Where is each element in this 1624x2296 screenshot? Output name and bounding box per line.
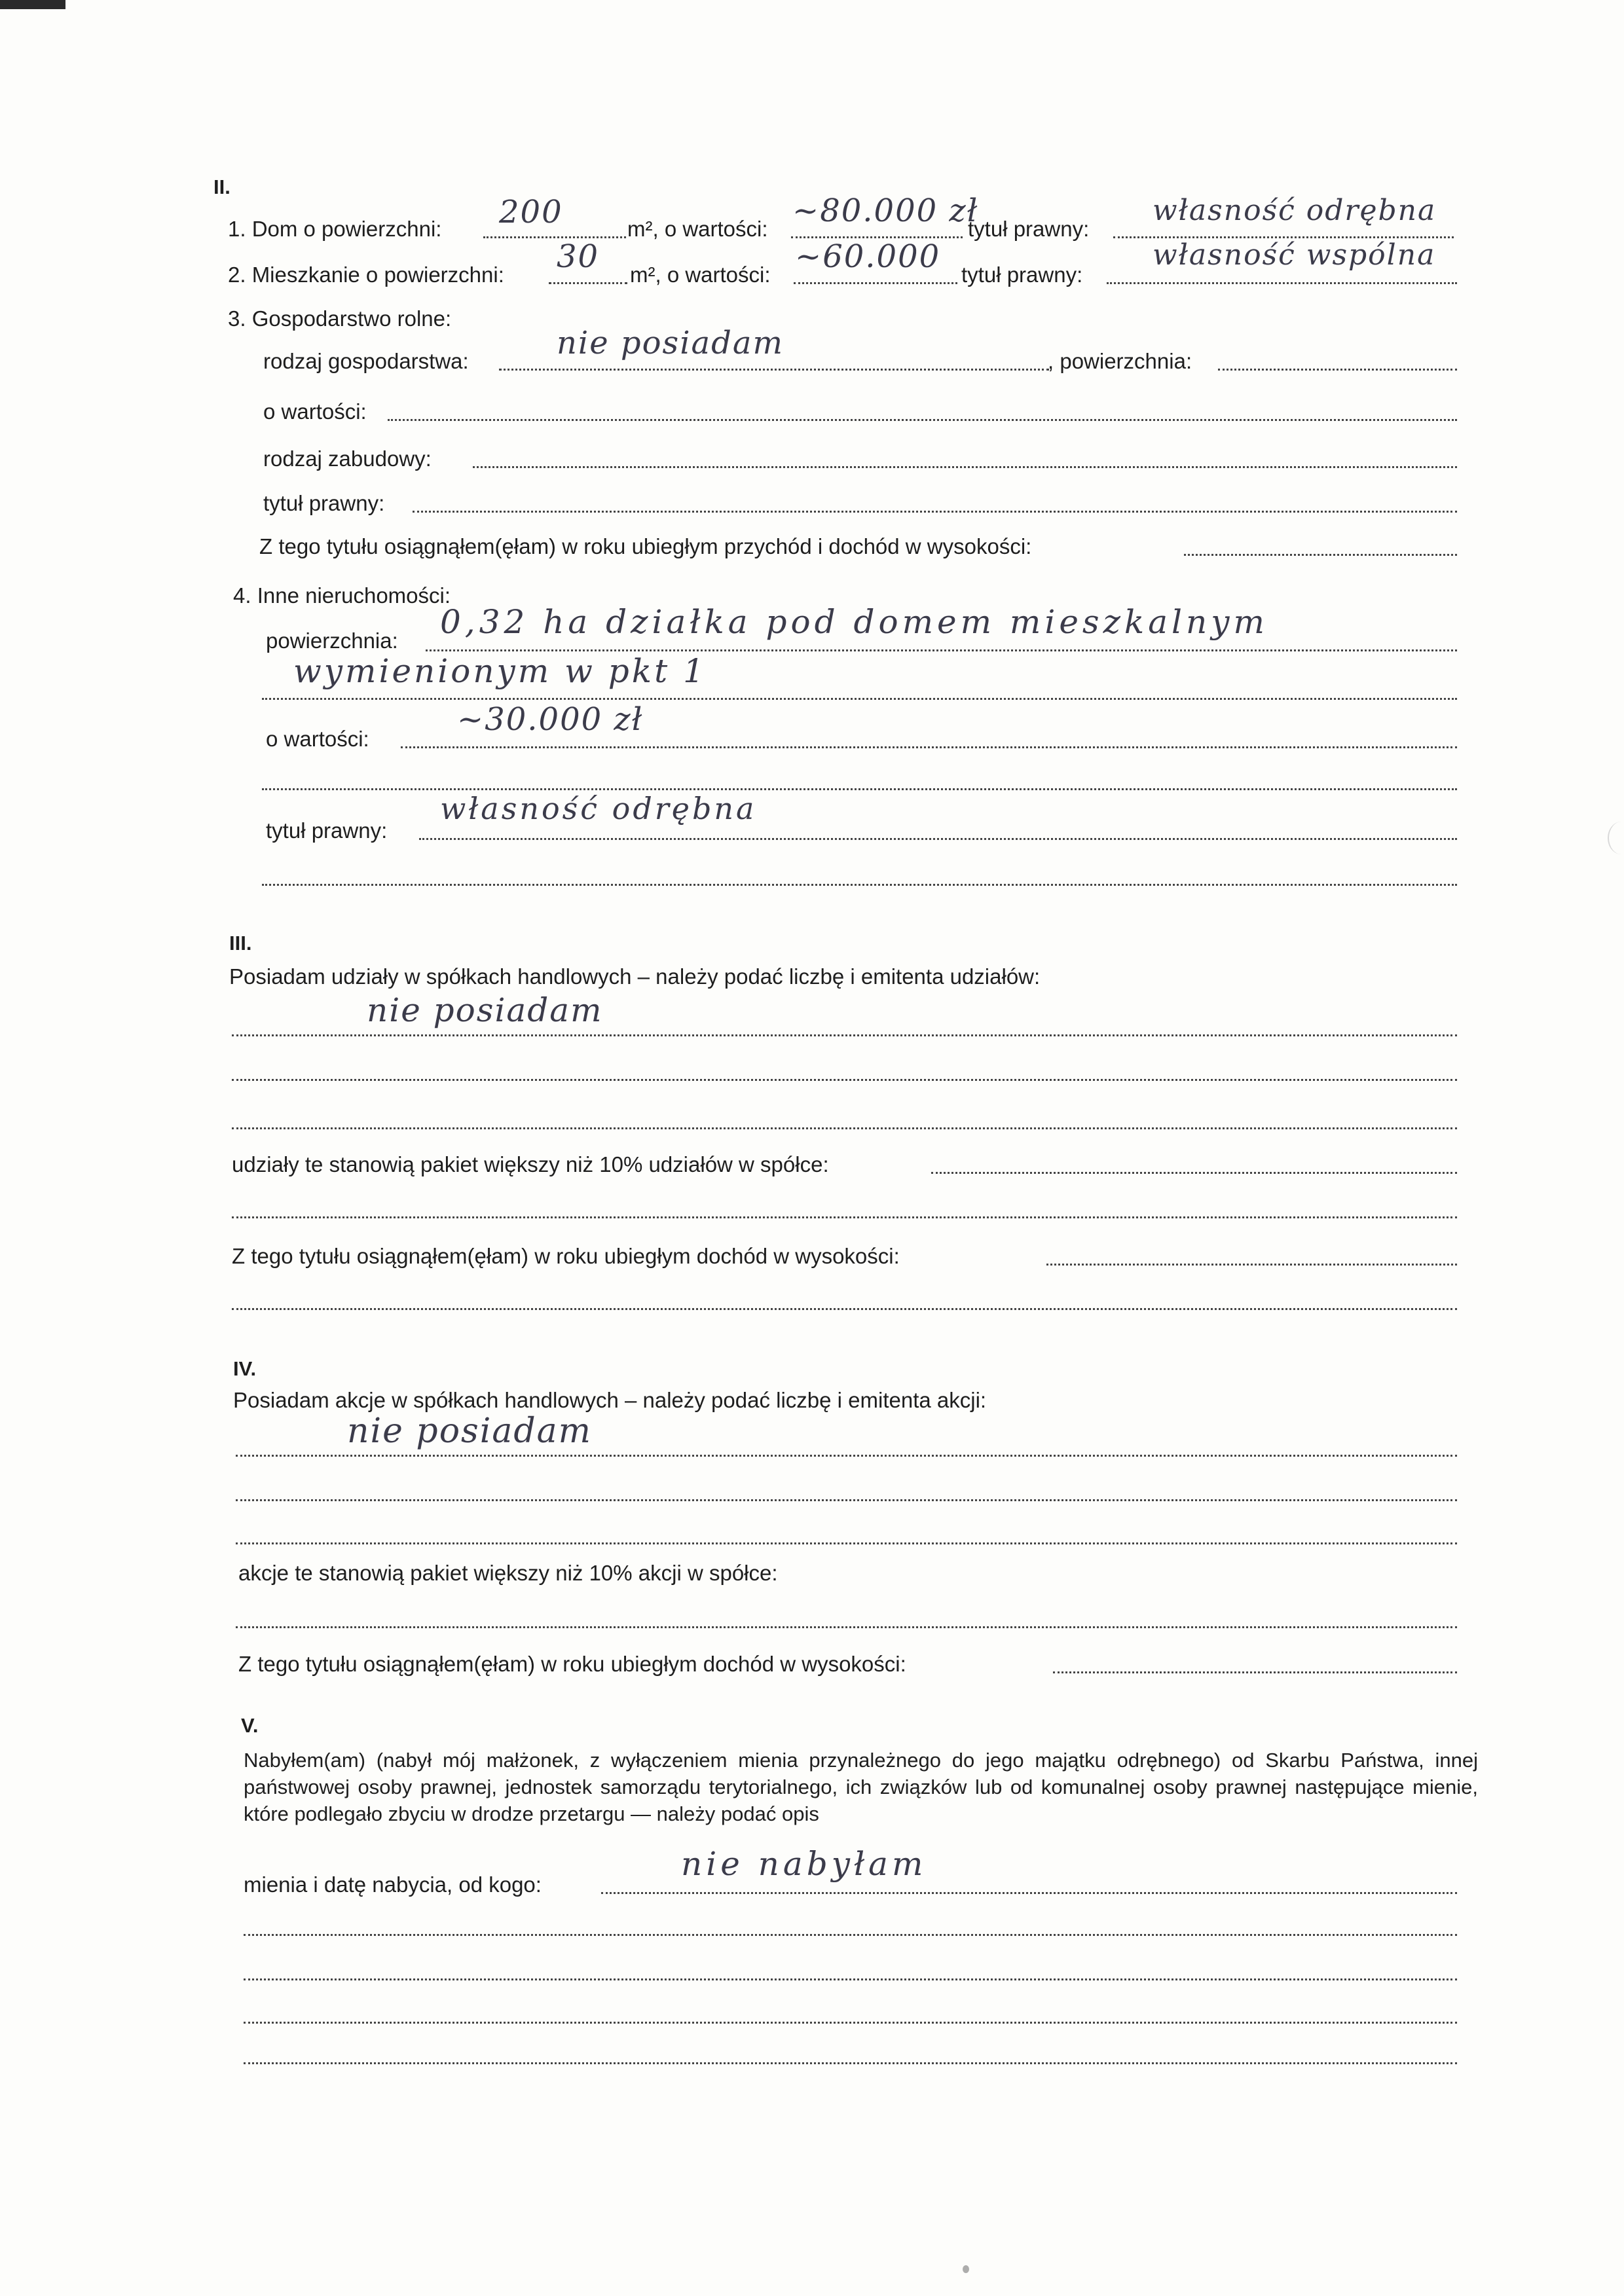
mieszkanie-title-label: tytuł prawny: — [961, 263, 1083, 287]
gospodarstwo-tytul-line — [413, 511, 1457, 513]
nabycie-answer[interactable]: nie nabyłam — [681, 1845, 927, 1883]
section-4-heading: IV. — [233, 1357, 257, 1380]
mieszkanie-area-value[interactable]: 30 — [557, 238, 600, 275]
inne-wartosc-value[interactable]: ~30.000 zł — [457, 701, 644, 738]
nabycie-line-4 — [244, 2062, 1457, 2064]
inne-label: 4. Inne nieruchomości: — [233, 583, 451, 608]
akcje-line-3 — [236, 1542, 1457, 1544]
gospodarstwo-rodzaj-label: rodzaj gospodarstwa: — [263, 349, 469, 373]
dom-label: 1. Dom o powierzchni: — [228, 217, 442, 241]
dom-value[interactable]: ~80.000 zł — [792, 192, 979, 229]
udzialy-pakiet-label: udziały te stanowią pakiet większy niż 10% udziałów w spółce: — [232, 1152, 829, 1176]
nabycie-last-label: mienia i datę nabycia, od kogo: — [244, 1872, 542, 1897]
mieszkanie-title-line — [1107, 282, 1457, 284]
udzialy-line-2 — [232, 1079, 1457, 1081]
udzialy-dochod-line-2 — [232, 1308, 1457, 1310]
nabycie-line-2 — [244, 1978, 1457, 1980]
inne-wartosc-label: o wartości: — [266, 727, 369, 751]
gospodarstwo-zabudowa-label: rodzaj zabudowy: — [263, 446, 432, 471]
udzialy-dochod-line — [1046, 1264, 1457, 1266]
mieszkanie-title-value[interactable]: własność wspólna — [1153, 238, 1436, 272]
gospodarstwo-dochod-line — [1184, 554, 1457, 556]
udzialy-pakiet-line — [931, 1172, 1457, 1174]
dom-value-label: m², o wartości: — [627, 217, 768, 241]
inne-powierzchnia-label: powierzchnia: — [266, 629, 398, 653]
gospodarstwo-wartosc-label: o wartości: — [263, 399, 367, 424]
mieszkanie-value[interactable]: ~60.000 — [795, 238, 941, 275]
gospodarstwo-rodzaj-line — [499, 369, 1049, 371]
gospodarstwo-dochod-label: Z tego tytułu osiągnąłem(ęłam) w roku ubiegłym przychód i dochód w wysokości: — [259, 534, 1032, 558]
inne-extra-line — [262, 788, 1457, 790]
gospodarstwo-powierzchnia-line — [1218, 369, 1457, 371]
nabycie-line-0 — [601, 1892, 1457, 1894]
akcje-intro: Posiadam akcje w spółkach handlowych – należy podać liczbę i emitenta akcji: — [233, 1388, 987, 1412]
section-5-heading: V. — [241, 1714, 259, 1737]
mieszkanie-area-line — [549, 282, 627, 284]
inne-powierzchnia-value[interactable]: 0,32 ha działka pod domem mieszkalnym — [440, 603, 1268, 641]
inne-powierzchnia-line — [426, 649, 1457, 651]
gospodarstwo-rodzaj-value[interactable]: nie posiadam — [557, 325, 784, 361]
akcje-dochod-line — [1053, 1671, 1457, 1673]
scan-corner-mark — [0, 0, 65, 9]
mieszkanie-label: 2. Mieszkanie o powierzchni: — [228, 263, 504, 287]
nabycie-paragraph: Nabyłem(am) (nabył mój małżonek, z wyłączeniem mienia przynależnego do jego majątku odrębnego) od Skarbu Państwa, innej państwowej osoby prawnej, jednostek samorządu terytorialnego, ich związków lub od komunalnej osoby prawnej następujące mienie, które podlegało zbyciu w drodze przetargu — należy podać opis — [244, 1749, 1478, 1825]
dom-title-label: tytuł prawny: — [968, 217, 1090, 241]
akcje-dochod-label: Z tego tytułu osiągnąłem(ęłam) w roku ubiegłym dochód w wysokości: — [238, 1652, 906, 1676]
section-3-heading: III. — [229, 932, 252, 955]
udzialy-line-3 — [232, 1127, 1457, 1129]
inne-tytul-label: tytuł prawny: — [266, 818, 388, 843]
dom-area-line — [483, 236, 626, 238]
udzialy-intro: Posiadam udziały w spółkach handlowych – należy podać liczbę i emitenta udziałów: — [229, 964, 1041, 989]
inne-powierzchnia-cont-line — [262, 698, 1457, 700]
akcje-answer[interactable]: nie posiadam — [347, 1412, 592, 1451]
punch-hole-mark — [1608, 822, 1624, 854]
section-2-heading: II. — [213, 175, 231, 198]
scan-speck — [963, 2265, 969, 2273]
nabycie-line-1 — [244, 1934, 1457, 1936]
inne-tytul-line — [419, 838, 1457, 840]
gospodarstwo-zabudowa-line — [473, 466, 1457, 468]
inne-wartosc-line — [401, 746, 1457, 748]
udzialy-answer[interactable]: nie posiadam — [367, 991, 603, 1029]
mieszkanie-value-label: m², o wartości: — [630, 263, 771, 287]
udzialy-line-1 — [232, 1034, 1457, 1036]
akcje-line-2 — [236, 1499, 1457, 1501]
udzialy-dochod-label: Z tego tytułu osiągnąłem(ęłam) w roku ubiegłym dochód w wysokości: — [232, 1244, 900, 1268]
udzialy-pakiet-line-2 — [232, 1216, 1457, 1218]
akcje-line-1 — [236, 1455, 1457, 1457]
nabycie-line-3 — [244, 2022, 1457, 2024]
akcje-pakiet-label: akcje te stanowią pakiet większy niż 10% akcji w spółce: — [238, 1561, 778, 1585]
akcje-pakiet-line — [236, 1626, 1457, 1628]
inne-powierzchnia-cont-value[interactable]: wymienionym w pkt 1 — [293, 652, 707, 690]
gospodarstwo-wartosc-line — [388, 419, 1457, 421]
dom-area-value[interactable]: 200 — [499, 194, 563, 230]
inne-last-line — [262, 884, 1457, 886]
gospodarstwo-powierzchnia-label: , powierzchnia: — [1048, 349, 1192, 373]
inne-tytul-value[interactable]: własność odrębna — [440, 791, 757, 826]
mieszkanie-value-line — [794, 282, 957, 284]
gospodarstwo-tytul-label: tytuł prawny: — [263, 491, 385, 515]
dom-title-value[interactable]: własność odrębna — [1153, 194, 1437, 227]
gospodarstwo-label: 3. Gospodarstwo rolne: — [228, 306, 452, 331]
